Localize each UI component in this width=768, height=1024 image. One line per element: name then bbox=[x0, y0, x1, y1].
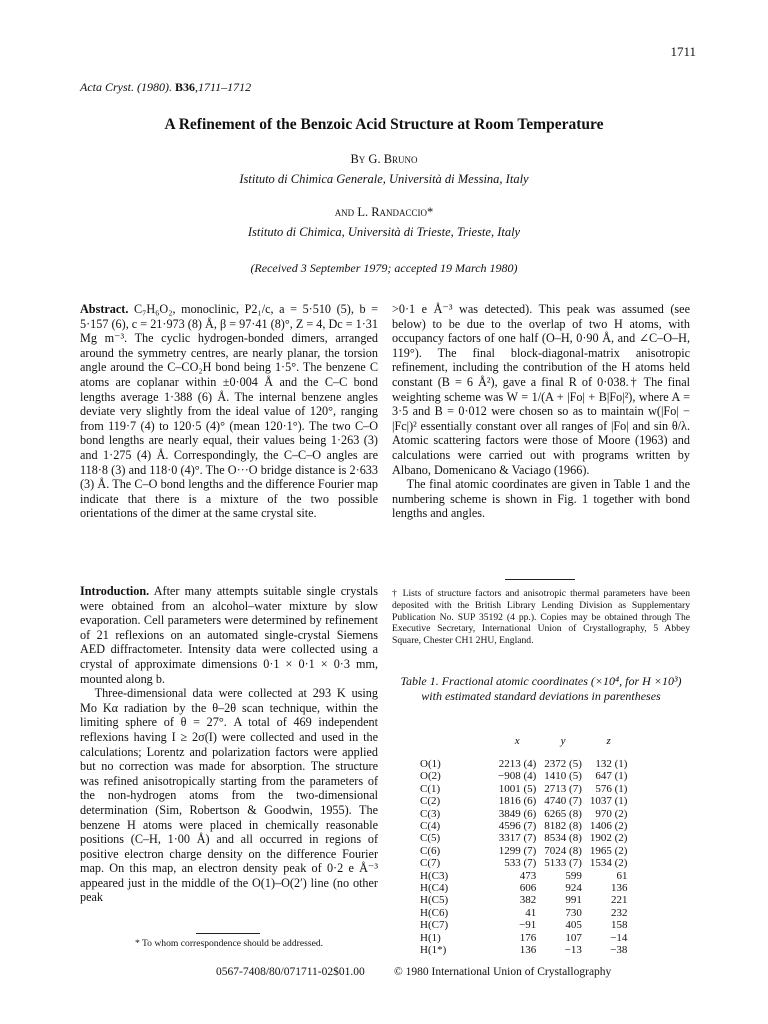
z-coordinate: 647 (1) bbox=[595, 770, 628, 783]
x-coordinate: 41 bbox=[525, 906, 537, 919]
footnote-correspondence: * To whom correspondence should be addressed. bbox=[134, 938, 324, 949]
x-coordinate: 473 bbox=[519, 869, 537, 882]
table-row bbox=[416, 820, 631, 832]
introduction-label: Introduction. bbox=[80, 584, 150, 598]
header-cell bbox=[416, 734, 494, 758]
atom-label: C(1) bbox=[420, 782, 441, 795]
table-row bbox=[416, 770, 631, 782]
z-coordinate: 1902 (2) bbox=[589, 832, 628, 845]
x-coordinate: 2213 (4) bbox=[498, 758, 537, 770]
table-row bbox=[416, 808, 631, 820]
x-coordinate: 382 bbox=[519, 894, 537, 907]
right-paragraph-2: The final atomic coordinates are given in Table 1 and the numbering scheme is shown in Fig. 1 together with bond lengths and angles. bbox=[392, 477, 690, 521]
y-coordinate: 5133 (7) bbox=[544, 857, 582, 870]
atom-label: O(1) bbox=[420, 758, 441, 770]
abstract bbox=[80, 302, 378, 521]
table-row bbox=[416, 845, 631, 857]
table-row bbox=[416, 870, 631, 882]
author-prefix: By bbox=[350, 152, 366, 166]
coordinates-table-wrap bbox=[416, 734, 631, 957]
table-row bbox=[416, 758, 631, 770]
x-coordinate: −908 (4) bbox=[498, 770, 537, 783]
journal-citation bbox=[80, 80, 251, 95]
x-coordinate: 533 (7) bbox=[504, 857, 537, 870]
table-row bbox=[416, 795, 631, 807]
table-caption: Table 1. Fractional atomic coordinates (×10⁴, for H ×10³) with estimated standard deviations in parentheses bbox=[400, 674, 682, 703]
header-cell: x bbox=[514, 735, 520, 747]
citation-pages: ,1711–1712 bbox=[195, 80, 252, 94]
y-coordinate: 4740 (7) bbox=[544, 795, 582, 808]
atom-label: H(1*) bbox=[420, 944, 447, 957]
footnote-deposition: † Lists of structure factors and anisotropic thermal parameters have been deposited with the British Library Lending Division as Supplementary Publication No. SUP 35192 (4 pp.). Copies may be obtained through The Executive Secretary, International Union of Crystallography, 5 Abbey Square, Chester CH1 2HU, England. bbox=[392, 588, 690, 647]
y-coordinate: 2713 (7) bbox=[544, 782, 582, 795]
atom-label: C(3) bbox=[420, 807, 441, 820]
atom-label: H(C3) bbox=[420, 869, 449, 882]
atom-label: H(C5) bbox=[420, 894, 449, 907]
y-coordinate: 405 bbox=[565, 919, 582, 932]
table-row bbox=[416, 907, 631, 919]
x-coordinate: 3849 (6) bbox=[498, 807, 537, 820]
abstract-label: Abstract. bbox=[80, 302, 129, 316]
table-row bbox=[416, 932, 631, 944]
y-coordinate: 8182 (8) bbox=[544, 820, 582, 833]
z-coordinate: 1406 (2) bbox=[589, 820, 628, 833]
x-coordinate: 606 bbox=[519, 882, 537, 895]
atom-label: C(6) bbox=[420, 844, 441, 857]
footnote-rule bbox=[196, 933, 260, 934]
x-coordinate: 176 bbox=[519, 931, 537, 944]
atom-label: C(5) bbox=[420, 832, 441, 845]
atom-label: C(7) bbox=[420, 857, 441, 870]
z-coordinate: −14 bbox=[610, 931, 628, 944]
x-coordinate: 1299 (7) bbox=[498, 844, 537, 857]
y-coordinate: 991 bbox=[565, 894, 582, 907]
atom-label: H(C7) bbox=[420, 919, 449, 932]
table-row bbox=[416, 944, 631, 956]
author-affiliation: Istituto di Chimica, Università di Trieste, Trieste, Italy bbox=[247, 225, 521, 239]
header-cell: y bbox=[560, 735, 566, 747]
footnote-rule bbox=[505, 579, 575, 580]
atom-label: H(1) bbox=[420, 931, 441, 944]
x-coordinate: 136 bbox=[519, 944, 537, 957]
table-header-row bbox=[416, 734, 631, 758]
author-affiliation: Istituto di Chimica Generale, Università di Messina, Italy bbox=[239, 172, 529, 186]
z-coordinate: 132 (1) bbox=[595, 758, 628, 770]
z-coordinate: 1965 (2) bbox=[589, 844, 628, 857]
citation-year: (1980). bbox=[137, 80, 172, 94]
x-coordinate: 3317 (7) bbox=[498, 832, 537, 845]
z-coordinate: 1037 (1) bbox=[589, 795, 628, 808]
footer-code: 0567-7408/80/071711-02$01.00 bbox=[216, 966, 365, 978]
z-coordinate: 136 bbox=[610, 882, 628, 895]
z-coordinate: −38 bbox=[610, 944, 628, 957]
author-prefix: and bbox=[334, 205, 355, 219]
y-coordinate: 6265 (8) bbox=[544, 807, 582, 820]
z-coordinate: 576 (1) bbox=[595, 782, 628, 795]
y-coordinate: 7024 (8) bbox=[544, 844, 582, 857]
table-row bbox=[416, 882, 631, 894]
y-coordinate: 924 bbox=[565, 882, 582, 895]
z-coordinate: 970 (2) bbox=[595, 807, 628, 820]
table-row bbox=[416, 857, 631, 869]
header-cell: z bbox=[606, 735, 611, 747]
footer-copyright: © 1980 International Union of Crystallography bbox=[394, 966, 612, 978]
y-coordinate: 599 bbox=[565, 869, 582, 882]
atom-label: C(2) bbox=[420, 795, 441, 808]
coordinates-table bbox=[416, 734, 631, 957]
x-coordinate: 1816 (6) bbox=[498, 795, 537, 808]
atom-label: H(C6) bbox=[420, 906, 449, 919]
page-number: 1711 bbox=[670, 44, 696, 59]
z-coordinate: 61 bbox=[616, 869, 628, 882]
z-coordinate: 1534 (2) bbox=[589, 857, 628, 870]
y-coordinate: 107 bbox=[565, 931, 582, 944]
right-paragraph-1: >0·1 e Å⁻³ was detected). This peak was assumed (see below) to be due to the overlap of two H atoms, with occupancy factors of one half (O–H, 0·90 Å, and ∠C–O–H, 119°). The final block-diagonal-matrix anisotropic refinement, including the contribution of the H atoms held constant (B = 6 Å²), gave a final R of 0·038.† The final weighting scheme was W = 1/(A + |Fo| + B|Fo|²), where A = 3·5 and B = 0·012 were chosen so as to maintain w(|Fo| − |Fc|)² essentially constant over all ranges of |Fo| and sin θ/λ. Atomic scattering factors were those of Moore (1963) and calculations were carried out with programs written by Albano, Domenicano & Vaciago (1966). bbox=[392, 302, 690, 477]
methods-continued bbox=[392, 302, 690, 521]
author-line-2 bbox=[0, 205, 768, 220]
table-row bbox=[416, 919, 631, 931]
abstract-text: C₇H₆O₂, monoclinic, P2₁/c, a = 5·510 (5), b = 5·157 (6), c = 21·973 (8) Å, β = 97·41 (8)°, Z = 4, Dc = 1·31 Mg m⁻³. The cyclic hydrogen-bonded dimers, arranged around the symmetry centres, are nearly planar, the torsion angle around the C–CO₂H bond being 1·5°. The benzene C atoms are coplanar within ±0·004 Å and the C–C bond lengths average 1·388 (6) Å. The internal benzene angles deviate very slightly from the ideal value of 120°, ranging from 119·7 (4) to 120·5 (4)° (mean 120·1°). The two C–O bond lengths are nearly equal, their values being 1·263 (3) and 1·275 (4) Å. Correspondingly, the C–C–O angles are 118·8 (3) and 118·0 (4)°. The O···O bridge distance is 2·633 (3) Å. The C–O bond lengths and the difference Fourier map indicate that there is a mixture of the two possible orientations of the dimer at the same crystal site. bbox=[80, 302, 379, 521]
x-coordinate: 1001 (5) bbox=[498, 782, 537, 795]
x-coordinate: −91 bbox=[519, 919, 537, 932]
atom-label: O(2) bbox=[420, 770, 441, 783]
citation-volume: B36 bbox=[175, 80, 196, 94]
z-coordinate: 232 bbox=[610, 906, 628, 919]
article-title: A Refinement of the Benzoic Acid Structure at Room Temperature bbox=[164, 116, 604, 133]
y-coordinate: 1410 (5) bbox=[544, 770, 582, 783]
introduction-paragraph-2: Three-dimensional data were collected at 293 K using Mo Kα radiation by the θ–2θ scan technique, within the limiting sphere of θ = 27°. A total of 469 independent reflexions having I ≥ 2σ(I) were collected and used in the calculations; Lorentz and polarization factors were applied but no correction was made for absorption. The structure was refined anisotropically starting from the parameters of the non-hydrogen atoms from the two-dimensional determination (Sim, Robertson & Goodwin, 1955). The benzene H atoms were placed in chemically reasonable positions (C–H, 1·00 Å) and all occurred in regions of positive electron charge density on the difference Fourier map. On this map, an electron density peak of 0·2 e Å⁻³ appeared just in the middle of the O(1)–O(2′) line (no other peak bbox=[80, 686, 378, 905]
atom-label: C(4) bbox=[420, 820, 441, 833]
z-coordinate: 221 bbox=[610, 894, 628, 907]
y-coordinate: −13 bbox=[564, 944, 582, 957]
atom-label: H(C4) bbox=[420, 882, 449, 895]
table-row bbox=[416, 894, 631, 906]
author-line-1 bbox=[0, 152, 768, 167]
x-coordinate: 4596 (7) bbox=[498, 820, 537, 833]
author-name: G. Bruno bbox=[368, 152, 418, 166]
author-name: L. Randaccio* bbox=[357, 205, 434, 219]
journal-name: Acta Cryst. bbox=[80, 80, 134, 94]
introduction-text: After many attempts suitable single crystals were obtained from an alcohol–water mixture by slow evaporation. Cell parameters were determined by refinement of 21 reflexions on an automated single-crystal Siemens AED diffractometer. Intensity data were collected using a crystal of approximate dimensions 0·1 × 0·1 × 0·3 mm, mounted along b. bbox=[80, 584, 378, 686]
table-row bbox=[416, 783, 631, 795]
y-coordinate: 730 bbox=[565, 906, 582, 919]
introduction bbox=[80, 584, 378, 905]
table-row bbox=[416, 832, 631, 844]
received-dates: (Received 3 September 1979; accepted 19 March 1980) bbox=[250, 261, 518, 275]
y-coordinate: 2372 (5) bbox=[544, 758, 582, 770]
z-coordinate: 158 bbox=[610, 919, 628, 932]
y-coordinate: 8534 (8) bbox=[544, 832, 582, 845]
